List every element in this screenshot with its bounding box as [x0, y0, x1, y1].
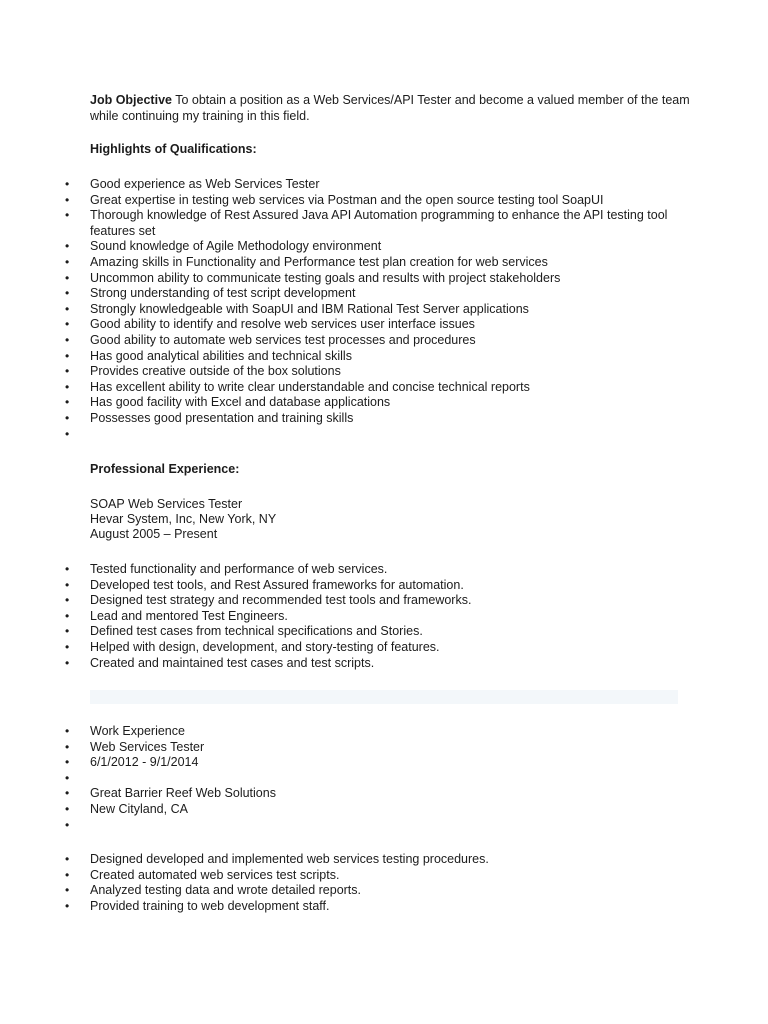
work-duty-item-text: Created automated web services test scripts.	[90, 867, 340, 882]
work-info-item-text: Work Experience	[90, 724, 185, 738]
highlight-item	[62, 239, 692, 255]
work-info-item	[62, 802, 692, 818]
work-info-item-text: 6/1/2012 - 9/1/2014	[90, 755, 199, 770]
highlight-item	[62, 317, 692, 333]
work-info-item	[62, 818, 692, 834]
duty-item	[62, 562, 692, 578]
bullet-icon: •	[65, 239, 70, 254]
job-objective-text: To obtain a position as a Web Services/API Tester and become a valued member of the team while continuing my training in this field.	[90, 93, 690, 123]
job-objective-label: Job Objective	[90, 93, 172, 107]
duty-item	[62, 593, 692, 609]
bullet-icon: •	[65, 348, 70, 363]
bullet-icon: •	[65, 577, 70, 592]
duty-item	[62, 640, 692, 656]
highlight-item	[62, 380, 692, 396]
duty-item-text: Lead and mentored Test Engineers.	[90, 608, 288, 623]
work-duty-item-text: Provided training to web development staff.	[90, 898, 330, 913]
experience-heading: Professional Experience:	[90, 462, 240, 476]
bullet-icon: •	[65, 655, 70, 670]
bullet-icon: •	[65, 270, 70, 285]
work-info-item-text: New Cityland, CA	[90, 801, 188, 816]
bullet-icon: •	[65, 379, 70, 394]
bullet-icon: •	[65, 770, 70, 785]
duty-item-text: Helped with design, development, and story-testing of features.	[90, 639, 440, 654]
highlight-item	[62, 208, 692, 239]
job-objective	[90, 92, 690, 124]
bullet-icon: •	[65, 801, 70, 816]
duty-item-text: Developed test tools, and Rest Assured frameworks for automation.	[90, 577, 464, 592]
work-experience-info-list	[62, 724, 692, 833]
duty-item	[62, 578, 692, 594]
duty-item	[62, 656, 692, 672]
bullet-icon: •	[65, 786, 70, 801]
bullet-icon: •	[65, 254, 70, 269]
bullet-icon: •	[65, 593, 70, 608]
job-company: Hevar System, Inc, New York, NY	[90, 512, 277, 526]
bullet-icon: •	[65, 364, 70, 379]
highlight-item-text: Sound knowledge of Agile Methodology environment	[90, 239, 382, 254]
highlight-item	[62, 177, 692, 193]
duty-item-text: Tested functionality and performance of web services.	[90, 562, 388, 576]
duty-item-text: Designed test strategy and recommended test tools and frameworks.	[90, 593, 472, 608]
highlight-item-text: Has good facility with Excel and database applications	[90, 395, 391, 410]
work-duty-item-text: Analyzed testing data and wrote detailed reports.	[90, 883, 362, 898]
bullet-icon: •	[65, 426, 70, 441]
work-info-item-text: Great Barrier Reef Web Solutions	[90, 786, 276, 801]
highlight-item-text: Uncommon ability to communicate testing goals and results with project stakeholders	[90, 270, 561, 285]
duty-item-text: Defined test cases from technical specifications and Stories.	[90, 624, 423, 639]
highlight-item-text: Possesses good presentation and training skills	[90, 410, 354, 425]
highlight-item-text: Good experience as Web Services Tester	[90, 177, 320, 191]
bullet-icon: •	[65, 898, 70, 913]
bullet-icon: •	[65, 208, 70, 223]
highlight-item	[62, 364, 692, 380]
bullet-icon: •	[65, 608, 70, 623]
bullet-icon: •	[65, 817, 70, 832]
highlight-item-text: Has excellent ability to write clear understandable and concise technical reports	[90, 379, 530, 394]
job-title: SOAP Web Services Tester	[90, 497, 243, 511]
highlight-item	[62, 411, 692, 427]
bullet-icon: •	[65, 867, 70, 882]
highlight-item-text: Strong understanding of test script development	[90, 286, 356, 301]
job-duties-list	[62, 562, 692, 671]
bullet-icon: •	[65, 192, 70, 207]
work-duties-list	[62, 852, 692, 914]
work-info-item	[62, 786, 692, 802]
bullet-icon: •	[65, 724, 70, 738]
work-duty-item	[62, 899, 692, 915]
bullet-icon: •	[65, 301, 70, 316]
highlight-item	[62, 255, 692, 271]
bullet-icon: •	[65, 883, 70, 898]
highlight-item	[62, 271, 692, 287]
bullet-icon: •	[65, 562, 70, 576]
work-duty-item	[62, 852, 692, 868]
bullet-icon: •	[65, 332, 70, 347]
bullet-icon: •	[65, 639, 70, 654]
section-divider	[90, 690, 678, 704]
highlight-item	[62, 333, 692, 349]
highlight-item-text: Good ability to automate web services test processes and procedures	[90, 332, 476, 347]
highlights-list	[62, 177, 692, 442]
duty-item	[62, 609, 692, 625]
work-info-item	[62, 724, 692, 740]
duty-item-text: Created and maintained test cases and test scripts.	[90, 655, 375, 670]
highlight-item-text: Great expertise in testing web services via Postman and the open source testing tool SoapUI	[90, 192, 604, 207]
highlight-item	[62, 395, 692, 411]
bullet-icon: •	[65, 852, 70, 866]
bullet-icon: •	[65, 317, 70, 332]
highlight-item-text: Provides creative outside of the box solutions	[90, 364, 341, 379]
highlight-item	[62, 286, 692, 302]
job-details	[90, 497, 690, 542]
highlight-item	[62, 302, 692, 318]
work-info-item-text: Web Services Tester	[90, 739, 205, 754]
highlight-item-text: Amazing skills in Functionality and Performance test plan creation for web services	[90, 254, 548, 269]
work-duty-item-text: Designed developed and implemented web services testing procedures.	[90, 852, 489, 866]
highlight-item-text: Good ability to identify and resolve web services user interface issues	[90, 317, 475, 332]
highlight-item	[62, 349, 692, 365]
work-info-item	[62, 771, 692, 787]
duty-item	[62, 624, 692, 640]
work-duty-item	[62, 868, 692, 884]
work-info-item	[62, 755, 692, 771]
work-info-item	[62, 740, 692, 756]
bullet-icon: •	[65, 410, 70, 425]
work-duty-item	[62, 883, 692, 899]
highlight-item	[62, 427, 692, 443]
bullet-icon: •	[65, 755, 70, 770]
bullet-icon: •	[65, 286, 70, 301]
highlight-item-text: Thorough knowledge of Rest Assured Java API Automation programming to enhance the API testing tool features set	[90, 208, 668, 238]
highlight-item-text: Strongly knowledgeable with SoapUI and IBM Rational Test Server applications	[90, 301, 529, 316]
bullet-icon: •	[65, 624, 70, 639]
bullet-icon: •	[65, 395, 70, 410]
bullet-icon: •	[65, 177, 70, 191]
bullet-icon: •	[65, 739, 70, 754]
highlights-heading: Highlights of Qualifications:	[90, 142, 257, 156]
highlight-item-text: Has good analytical abilities and technical skills	[90, 348, 352, 363]
highlight-item	[62, 193, 692, 209]
job-dates: August 2005 – Present	[90, 527, 218, 541]
